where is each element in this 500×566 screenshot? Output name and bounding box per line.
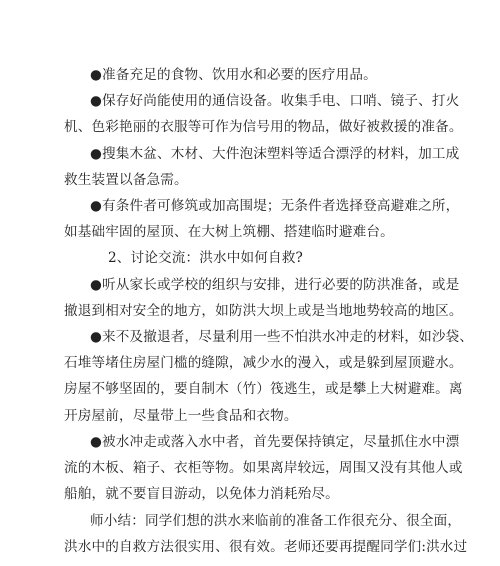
paragraph-line: 救生装置以备急需。 [64,172,188,188]
paragraph-line: ●来不及撤退者，尽量利用一些不怕洪水冲走的材料，如沙袋、 [90,329,474,345]
paragraph-line: 船舶，就不要盲目游动，以免体力消耗殆尽。 [64,486,339,502]
paragraph-line: ●搜集木盆、木材、大件泡沫塑料等适合漂浮的材料，加工成 [90,146,460,162]
paragraph-line: 石堆等堵住房屋门槛的缝隙，减少水的漫入，或是躲到屋顶避水。 [64,355,463,371]
paragraph-line: 如基础牢固的屋顶、在大树上筑棚、搭建临时避难台。 [64,224,394,240]
paragraph-line: 师小结：同学们想的洪水来临前的准备工作很充分、很全面， [90,513,462,529]
paragraph-line: ●听从家长或学校的组织与安排，进行必要的防洪准备，或是 [90,277,460,293]
paragraph-line: 撤退到相对安全的地方，如防洪大坝上或是当地地势较高的地区。 [64,303,463,319]
paragraph-line: ●有条件者可修筑或加高围堤；无条件者选择登高避难之所， [90,198,460,214]
paragraph-line: 机、色彩艳丽的衣服等可作为信号用的物品，做好被救援的准备。 [64,119,463,135]
paragraph-line: 房屋不够坚固的，要自制木（竹）筏逃生，或是攀上大树避难。离 [64,381,463,397]
paragraph-line: 开房屋前，尽量带上一些食品和衣物。 [64,408,298,424]
paragraph-line: 洪水中的自救方法很实用、很有效。老师还要再提醒同学们:洪水过 [64,539,468,555]
paragraph-line: ●保存好尚能使用的通信设备。收集手电、口哨、镜子、打火 [90,93,460,109]
section-heading: 2、讨论交流：洪水中如何自救? [108,250,303,266]
paragraph-line: ●被水冲走或落入水中者，首先要保持镇定，尽量抓住水中漂 [90,434,460,450]
paragraph-line: ●准备充足的食物、饮用水和必要的医疗用品。 [90,67,377,83]
paragraph-line: 流的木板、箱子、衣柜等物。如果离岸较远，周围又没有其他人或 [64,460,463,476]
